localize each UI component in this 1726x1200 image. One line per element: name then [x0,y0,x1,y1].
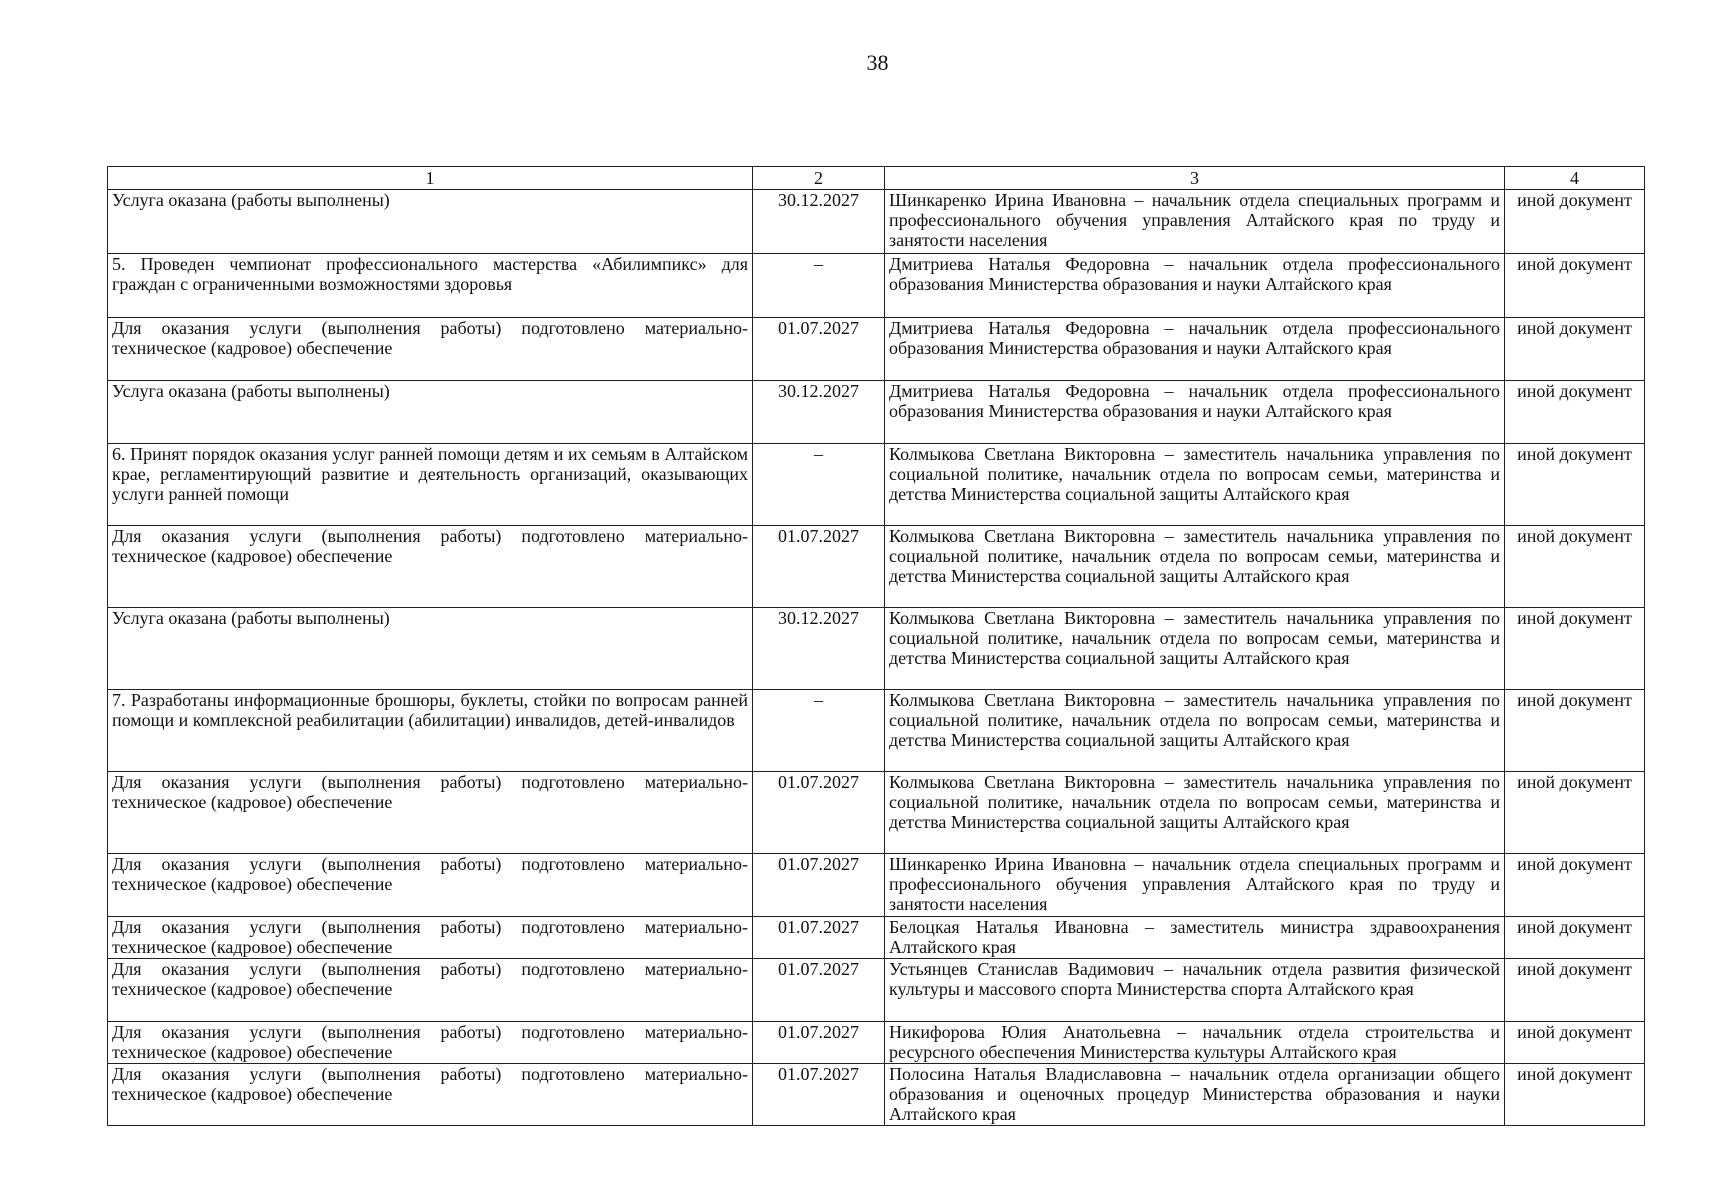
document-type-cell: иной документ [1505,959,1645,1022]
table-row [108,254,1645,318]
column-header-2: 2 [753,167,885,190]
document-type-cell: иной документ [1505,854,1645,917]
date-cell: 01.07.2027 [753,526,885,608]
task-cell: Для оказания услуги (выполнения работы) подготовлено материально-техническое (кадровое) обеспечение [108,1022,753,1064]
column-header-1: 1 [108,167,753,190]
date-cell: 30.12.2027 [753,608,885,690]
column-header-4: 4 [1505,167,1645,190]
task-cell: Для оказания услуги (выполнения работы) подготовлено материально-техническое (кадровое) обеспечение [108,1064,753,1126]
implementation-plan-table [107,166,1645,1126]
responsible-cell: Дмитриева Наталья Федоровна – начальник отдела профессионального образования Министерства образования и науки Алтайского края [885,381,1505,444]
responsible-cell: Колмыкова Светлана Викторовна – заместитель начальника управления по социальной политике, начальник отдела по вопросам семьи, материнства и детства Министерства социальной защиты Алтайского края [885,772,1505,854]
responsible-cell: Полосина Наталья Владиславовна – начальник отдела организации общего образования и оценочных процедур Министерства образования и науки Алтайского края [885,1064,1505,1126]
date-cell: 01.07.2027 [753,959,885,1022]
document-type-cell: иной документ [1505,318,1645,381]
header-row [108,167,1645,190]
task-cell: Для оказания услуги (выполнения работы) подготовлено материально-техническое (кадровое) обеспечение [108,318,753,381]
task-cell: Услуга оказана (работы выполнены) [108,190,753,254]
table-row [108,318,1645,381]
date-cell: 01.07.2027 [753,1022,885,1064]
date-cell: 30.12.2027 [753,190,885,254]
responsible-cell: Устьянцев Станислав Вадимович – начальник отдела развития физической культуры и массового спорта Министерства спорта Алтайского края [885,959,1505,1022]
responsible-cell: Колмыкова Светлана Викторовна – заместитель начальника управления по социальной политике, начальник отдела по вопросам семьи, материнства и детства Министерства социальной защиты Алтайского края [885,690,1505,772]
task-cell: Услуга оказана (работы выполнены) [108,608,753,690]
document-type-cell: иной документ [1505,444,1645,526]
document-type-cell: иной документ [1505,1022,1645,1064]
date-cell: – [753,444,885,526]
task-cell: Для оказания услуги (выполнения работы) подготовлено материально-техническое (кадровое) обеспечение [108,959,753,1022]
table-row [108,772,1645,854]
responsible-cell: Шинкаренко Ирина Ивановна – начальник отдела специальных программ и профессионального обучения управления Алтайского края по труду и занятости населения [885,190,1505,254]
table-row [108,381,1645,444]
task-cell: Для оказания услуги (выполнения работы) подготовлено материально-техническое (кадровое) обеспечение [108,917,753,959]
document-type-cell: иной документ [1505,690,1645,772]
responsible-cell: Белоцкая Наталья Ивановна – заместитель министра здравоохранения Алтайского края [885,917,1505,959]
task-cell: Для оказания услуги (выполнения работы) подготовлено материально-техническое (кадровое) обеспечение [108,854,753,917]
responsible-cell: Колмыкова Светлана Викторовна – заместитель начальника управления по социальной политике, начальник отдела по вопросам семьи, материнства и детства Министерства социальной защиты Алтайского края [885,526,1505,608]
table-row [108,854,1645,917]
document-type-cell: иной документ [1505,381,1645,444]
task-cell: Для оказания услуги (выполнения работы) подготовлено материально-техническое (кадровое) обеспечение [108,772,753,854]
document-type-cell: иной документ [1505,772,1645,854]
page-number: 38 [866,50,889,75]
document-type-cell: иной документ [1505,254,1645,318]
date-cell: 01.07.2027 [753,772,885,854]
document-type-cell: иной документ [1505,917,1645,959]
table-row [108,1022,1645,1064]
responsible-cell: Дмитриева Наталья Федоровна – начальник отдела профессионального образования Министерства образования и науки Алтайского края [885,318,1505,381]
table-row [108,444,1645,526]
table-row [108,917,1645,959]
column-header-3: 3 [885,167,1505,190]
responsible-cell: Никифорова Юлия Анатольевна – начальник отдела строительства и ресурсного обеспечения Министерства культуры Алтайского края [885,1022,1505,1064]
table-row [108,608,1645,690]
table-row [108,1064,1645,1126]
date-cell: 01.07.2027 [753,318,885,381]
date-cell: 01.07.2027 [753,917,885,959]
date-cell: – [753,690,885,772]
document-type-cell: иной документ [1505,190,1645,254]
date-cell: – [753,254,885,318]
table-row [108,959,1645,1022]
task-cell: 5. Проведен чемпионат профессионального мастерства «Абилимпикс» для граждан с ограниченными возможностями здоровья [108,254,753,318]
table-row [108,526,1645,608]
responsible-cell: Дмитриева Наталья Федоровна – начальник отдела профессионального образования Министерства образования и науки Алтайского края [885,254,1505,318]
task-cell: 7. Разработаны информационные брошюры, буклеты, стойки по вопросам ранней помощи и комплексной реабилитации (абилитации) инвалидов, детей-инвалидов [108,690,753,772]
responsible-cell: Колмыкова Светлана Викторовна – заместитель начальника управления по социальной политике, начальник отдела по вопросам семьи, материнства и детства Министерства социальной защиты Алтайского края [885,608,1505,690]
table-row [108,690,1645,772]
document-type-cell: иной документ [1505,1064,1645,1126]
document-type-cell: иной документ [1505,526,1645,608]
responsible-cell: Шинкаренко Ирина Ивановна – начальник отдела специальных программ и профессионального обучения управления Алтайского края по труду и занятости населения [885,854,1505,917]
table-row [108,190,1645,254]
date-cell: 30.12.2027 [753,381,885,444]
responsible-cell: Колмыкова Светлана Викторовна – заместитель начальника управления по социальной политике, начальник отдела по вопросам семьи, материнства и детства Министерства социальной защиты Алтайского края [885,444,1505,526]
document-type-cell: иной документ [1505,608,1645,690]
date-cell: 01.07.2027 [753,1064,885,1126]
task-cell: 6. Принят порядок оказания услуг ранней помощи детям и их семьям в Алтайском крае, регламентирующий развитие и деятельность организаций, оказывающих услуги ранней помощи [108,444,753,526]
task-cell: Для оказания услуги (выполнения работы) подготовлено материально-техническое (кадровое) обеспечение [108,526,753,608]
task-cell: Услуга оказана (работы выполнены) [108,381,753,444]
date-cell: 01.07.2027 [753,854,885,917]
